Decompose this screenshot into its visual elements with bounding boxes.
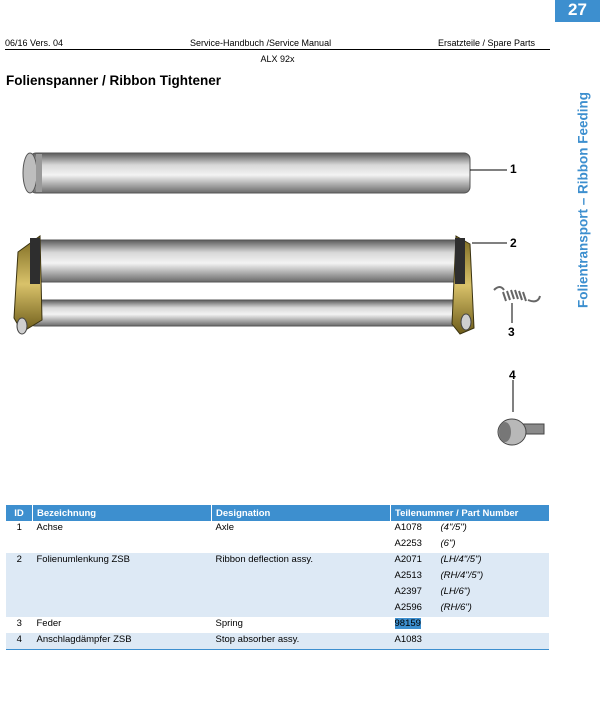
table-row xyxy=(6,601,549,617)
row-bezeichnung: Folienumlenkung ZSB xyxy=(33,553,212,569)
ribbon-deflection-assy-part xyxy=(14,236,474,334)
part-number: A2397 xyxy=(394,586,422,597)
part-number: A1083 xyxy=(394,634,422,645)
table-row xyxy=(6,585,549,601)
spring-part xyxy=(494,287,540,301)
chapter-number-badge: 27 xyxy=(555,0,600,22)
part-number: A1078 xyxy=(394,522,422,533)
row-part-number xyxy=(391,537,550,553)
table-row xyxy=(6,553,549,569)
row-id: 1 xyxy=(16,522,22,533)
row-designation: Stop absorber assy. xyxy=(212,633,391,650)
part-number: A2596 xyxy=(394,602,422,613)
part-variant: (RH/4"/5") xyxy=(440,570,484,581)
row-id: 2 xyxy=(6,553,33,569)
col-designation-header: Designation xyxy=(212,505,391,521)
header-divider xyxy=(5,49,550,50)
part-number: A2513 xyxy=(394,570,422,581)
part-variant: (6") xyxy=(440,538,456,549)
row-part-number xyxy=(391,569,550,585)
parts-illustration xyxy=(0,140,560,470)
row-part-number xyxy=(391,585,550,601)
table-row xyxy=(6,617,549,633)
header-section: Ersatzteile / Spare Parts xyxy=(438,38,536,48)
part-number: A2071 xyxy=(394,554,422,565)
callout-1: 1 xyxy=(510,162,517,176)
parts-table xyxy=(6,505,549,650)
part-variant: (LH/6") xyxy=(440,586,471,597)
header-model: ALX 92x xyxy=(260,54,295,64)
row-id: 3 xyxy=(16,618,22,629)
col-id-header: ID xyxy=(6,505,33,521)
row-id: 4 xyxy=(6,633,33,650)
row-part-number xyxy=(391,617,550,633)
table-header-row xyxy=(6,505,549,521)
col-bezeichnung-header: Bezeichnung xyxy=(33,505,212,521)
row-bezeichnung: Anschlagdämpfer ZSB xyxy=(33,633,212,650)
page-title: Folienspanner / Ribbon Tightener xyxy=(6,73,222,88)
row-part-number xyxy=(391,521,550,537)
row-part-number xyxy=(391,633,550,650)
table-row xyxy=(6,537,549,553)
header-manual: Service-Handbuch /Service Manual xyxy=(190,38,332,48)
table-row xyxy=(6,569,549,585)
header-version: 06/16 Vers. 04 xyxy=(5,38,64,48)
row-designation: Axle xyxy=(215,522,234,533)
part-variant: (RH/6") xyxy=(440,602,472,613)
part-number: A2253 xyxy=(394,538,422,549)
table-row xyxy=(6,633,549,650)
row-part-number xyxy=(391,601,550,617)
part-number: 98159 xyxy=(394,618,421,629)
col-part-number-header: Teilenummer / Part Number xyxy=(391,505,550,521)
row-designation: Spring xyxy=(215,618,243,629)
table-row xyxy=(6,521,549,537)
row-part-number xyxy=(391,553,550,569)
part-variant: (4"/5") xyxy=(440,522,467,533)
stop-absorber-part xyxy=(498,380,544,445)
axle-part xyxy=(23,153,470,193)
row-bezeichnung: Achse xyxy=(36,522,63,533)
part-variant: (LH/4"/5") xyxy=(440,554,482,565)
side-chapter-title: Folientransport – Ribbon Feeding xyxy=(575,92,591,308)
row-bezeichnung: Feder xyxy=(36,618,62,629)
callout-4: 4 xyxy=(509,368,516,382)
callout-2: 2 xyxy=(510,236,517,250)
row-designation: Ribbon deflection assy. xyxy=(212,553,391,569)
callout-3: 3 xyxy=(508,325,515,339)
